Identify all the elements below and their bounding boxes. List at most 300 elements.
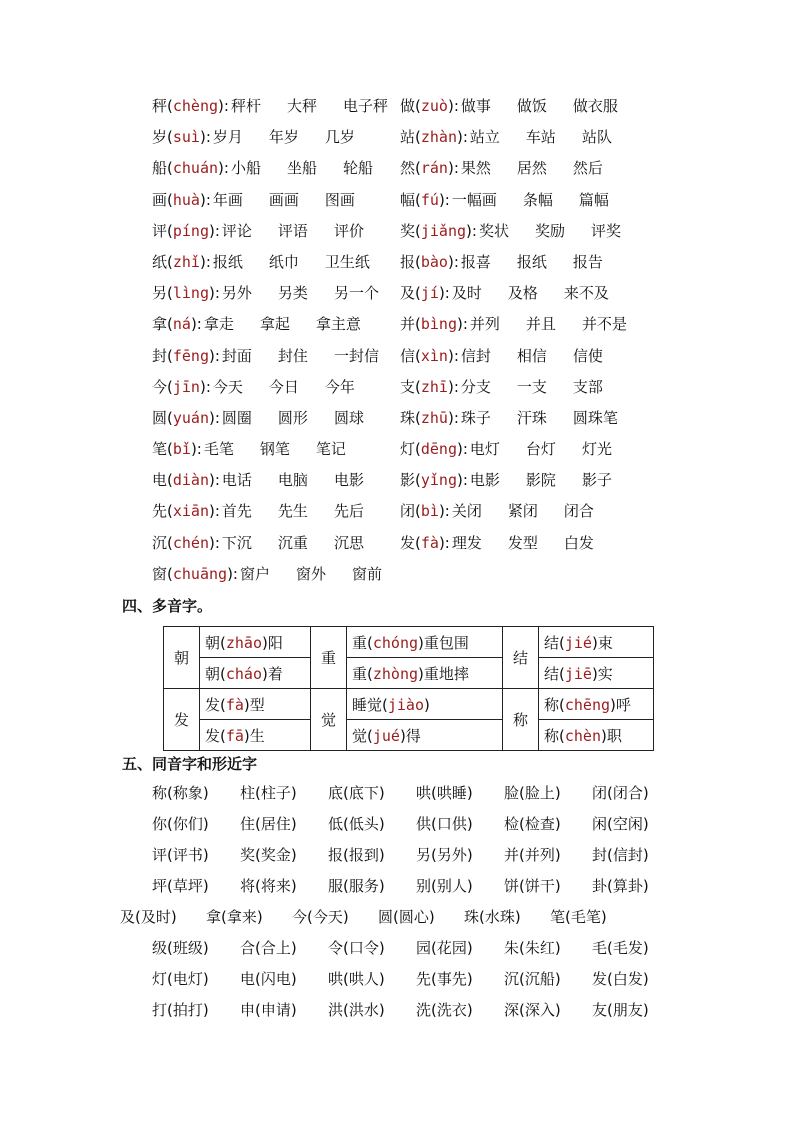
vocab-pinyin: suì [172, 128, 200, 147]
vocab-word: 今天 [212, 377, 243, 396]
vocab-word: 先生 [277, 502, 308, 521]
vocab-head: 信(xìn): [400, 346, 459, 365]
vocab-pinyin: diàn [172, 471, 209, 490]
vocab-word: 信使 [572, 346, 603, 365]
homophone-item: 哄(哄睡) [416, 784, 473, 802]
reading-prefix: 朝( [205, 664, 226, 683]
vocab-word: 圆形 [277, 408, 308, 427]
vocab-row [152, 188, 712, 219]
vocab-word: 轮船 [342, 159, 373, 178]
polyphone-reading [539, 689, 654, 720]
vocab-head: 灯(dēng): [400, 440, 468, 459]
homophone-item: 供(口供) [416, 815, 473, 833]
vocab-head: 影(yǐng): [400, 471, 468, 490]
vocab-entry [400, 531, 620, 555]
reading-suffix: ) [423, 695, 430, 714]
vocab-pinyin: fēng [172, 346, 209, 365]
vocab-word: 评奖 [590, 221, 621, 240]
polyphone-row [164, 627, 654, 658]
vocab-word: 圆球 [333, 408, 364, 427]
vocab-word: 报告 [572, 252, 603, 271]
homophone-item: 你(你们) [152, 815, 209, 833]
vocab-entry [152, 156, 399, 180]
vocab-pinyin: bào [420, 252, 448, 271]
polyphone-reading [539, 627, 654, 658]
reading-pinyin: chēng [564, 695, 611, 714]
vocab-char: 今 [152, 377, 168, 396]
homophone-item: 打(拍打) [152, 1001, 209, 1019]
vocab-word: 封面 [221, 346, 252, 365]
vocab-head: 另(lìng): [152, 284, 220, 303]
vocab-word: 做事 [460, 97, 491, 115]
vocab-word: 钢笔 [259, 440, 290, 459]
vocab-pinyin: píng [172, 221, 209, 240]
vocab-head: 幅(fú): [400, 190, 450, 209]
homophone-item: 底(底下) [328, 784, 385, 802]
vocab-row [152, 94, 712, 125]
homophone-item: 卦(算卦) [592, 877, 649, 895]
homophone-item: 饼(饼干) [504, 877, 561, 895]
vocab-pinyin: jí [420, 284, 439, 303]
vocab-head: 及(jí): [400, 284, 450, 303]
homophone-item: 洪(洪水) [328, 1001, 385, 1019]
vocab-char: 纸 [152, 252, 168, 271]
reading-suffix: )实 [591, 664, 613, 683]
polyphone-char: 觉 [311, 689, 347, 751]
homophone-item: 哄(哄人) [328, 970, 385, 988]
vocab-word: 并且 [525, 315, 556, 334]
vocab-word: 一幅画 [451, 190, 497, 209]
homophone-item: 检(检查) [504, 815, 561, 833]
vocab-word: 理发 [451, 533, 482, 552]
vocab-word: 并不是 [581, 315, 627, 334]
vocab-char: 灯 [400, 440, 416, 459]
vocab-head: 报(bào): [400, 252, 459, 271]
vocab-head: 电(diàn): [152, 471, 220, 490]
vocab-char: 做 [400, 97, 416, 115]
vocab-head: 画(huà): [152, 190, 211, 209]
vocab-word: 今年 [324, 377, 355, 396]
vocab-head: 岁(suì): [152, 128, 211, 147]
vocab-word: 小船 [230, 159, 261, 178]
vocab-word: 闭合 [563, 502, 594, 521]
homophone-row [120, 812, 680, 843]
reading-prefix: 觉( [352, 726, 373, 745]
vocab-char: 影 [400, 471, 416, 490]
polyphone-char: 发 [164, 689, 200, 751]
vocab-word: 电话 [221, 471, 252, 490]
vocab-word: 大秤 [286, 97, 317, 115]
vocab-entry [400, 156, 629, 180]
reading-suffix: )着 [261, 664, 283, 683]
reading-suffix: )重包围 [418, 633, 469, 652]
vocab-head: 做(zuò): [400, 97, 459, 115]
vocab-word: 紧闭 [507, 502, 538, 521]
reading-suffix: )呼 [610, 695, 631, 714]
homophone-item: 合(合上) [240, 939, 297, 957]
vocab-char: 先 [152, 502, 168, 521]
polyphone-reading [539, 658, 654, 689]
vocab-word: 影子 [581, 471, 612, 490]
vocab-word: 先后 [333, 502, 364, 521]
vocab-char: 珠 [400, 408, 416, 427]
vocab-word: 条幅 [522, 190, 553, 209]
reading-suffix: )生 [243, 726, 265, 745]
reading-prefix: 结( [544, 664, 565, 683]
homophone-row [120, 936, 680, 967]
vocab-entry [400, 94, 644, 118]
vocab-word: 然后 [572, 159, 603, 178]
polyphone-reading [200, 720, 311, 751]
reading-pinyin: zhāo [225, 633, 262, 652]
vocab-pinyin: chén [172, 533, 209, 552]
vocab-word: 沉思 [333, 533, 364, 552]
homophone-item: 电(闪电) [240, 970, 297, 988]
homophone-item: 毛(毛发) [592, 939, 649, 957]
reading-prefix: 称( [544, 726, 565, 745]
vocab-row [152, 437, 712, 468]
homophone-item: 拿(拿来) [206, 908, 263, 926]
vocab-row [152, 531, 712, 562]
reading-prefix: 发( [205, 726, 226, 745]
reading-suffix: )束 [591, 633, 613, 652]
vocab-entry [152, 312, 387, 336]
vocab-char: 及 [400, 284, 416, 303]
homophone-item: 低(低头) [328, 815, 385, 833]
vocab-word: 汗珠 [516, 408, 547, 427]
vocab-word: 圆珠笔 [572, 408, 618, 427]
reading-prefix: 重( [352, 633, 373, 652]
vocab-char: 船 [152, 159, 168, 178]
vocab-word: 卫生纸 [324, 252, 370, 271]
vocab-word: 另类 [277, 284, 308, 303]
vocab-word: 并列 [469, 315, 500, 334]
reading-pinyin: fā [225, 726, 244, 745]
vocab-entry [400, 499, 620, 523]
vocab-char: 评 [152, 221, 168, 240]
homophone-row [120, 781, 680, 812]
reading-prefix: 重( [352, 664, 373, 683]
reading-prefix: 称( [544, 695, 565, 714]
vocab-word: 拿起 [259, 315, 290, 334]
homophone-item: 及(及时) [120, 908, 177, 926]
vocab-head: 纸(zhǐ): [152, 252, 211, 271]
vocab-word: 信封 [460, 346, 491, 365]
vocab-word: 站队 [581, 128, 612, 147]
vocab-char: 笔 [152, 440, 168, 459]
vocab-char: 另 [152, 284, 168, 303]
homophone-row [120, 998, 680, 1029]
reading-pinyin: fà [225, 695, 244, 714]
vocab-pinyin: zhū [420, 408, 448, 427]
vocab-entry [152, 250, 396, 274]
vocab-word: 首先 [221, 502, 252, 521]
vocab-word: 封住 [277, 346, 308, 365]
polyphone-table [163, 626, 654, 751]
vocab-word: 做饭 [516, 97, 547, 115]
vocab-head: 笔(bǐ): [152, 440, 202, 459]
vocab-word: 及格 [507, 284, 538, 303]
vocab-pinyin: zuò [420, 97, 448, 115]
vocab-char: 幅 [400, 190, 416, 209]
homophone-item: 笔(毛笔) [550, 908, 607, 926]
vocab-row [152, 344, 712, 375]
vocab-pinyin: yuán [172, 408, 209, 427]
reading-suffix: )得 [399, 726, 421, 745]
vocab-pinyin: bì [420, 502, 439, 521]
homophone-item: 沉(沉船) [504, 970, 561, 988]
vocab-row [152, 406, 712, 437]
vocab-pinyin: chuāng [172, 564, 228, 583]
vocab-word: 今日 [268, 377, 299, 396]
vocab-char: 信 [400, 346, 416, 365]
vocab-char: 拿 [152, 315, 168, 334]
vocab-word: 另外 [221, 284, 252, 303]
vocab-char: 闭 [400, 502, 416, 521]
vocab-entry [400, 344, 629, 368]
vocab-word: 分支 [460, 377, 491, 396]
vocab-word: 关闭 [451, 502, 482, 521]
vocab-entry [152, 219, 390, 243]
vocab-word: 窗户 [239, 564, 270, 583]
vocab-word: 车站 [525, 128, 556, 147]
vocab-word: 评语 [277, 221, 308, 240]
vocab-word: 奖状 [478, 221, 509, 240]
homophone-item: 封(信封) [592, 846, 649, 864]
vocab-entry [152, 531, 390, 555]
vocab-pinyin: bǐ [172, 440, 191, 459]
vocab-word: 一封信 [333, 346, 379, 365]
vocab-entry [152, 94, 414, 118]
vocab-pinyin: dēng [420, 440, 457, 459]
polyphone-reading [347, 658, 503, 689]
homophone-item: 另(另外) [416, 846, 473, 864]
vocab-head: 闭(bì): [400, 502, 450, 521]
vocab-word: 居然 [516, 159, 547, 178]
homophone-item: 别(别人) [416, 877, 473, 895]
vocab-word: 来不及 [563, 284, 609, 303]
homophone-row [120, 967, 680, 998]
vocab-word: 相信 [516, 346, 547, 365]
vocab-entry [152, 375, 381, 399]
vocab-pinyin: bìng [420, 315, 457, 334]
homophone-item: 脸(脸上) [504, 784, 561, 802]
homophone-item: 发(白发) [592, 970, 649, 988]
vocab-word: 秤杆 [230, 97, 261, 115]
vocab-word: 影院 [525, 471, 556, 490]
vocab-word: 拿主意 [315, 315, 361, 334]
vocab-word: 电影 [333, 471, 364, 490]
reading-suffix: )重地摔 [418, 664, 469, 683]
vocab-pinyin: jīn [172, 377, 200, 396]
vocab-word: 灯光 [581, 440, 612, 459]
vocab-row [152, 156, 712, 187]
polyphone-char: 结 [503, 627, 539, 689]
section-five-heading: 五、同音字和形近字 [122, 755, 258, 773]
vocab-char: 沉 [152, 533, 168, 552]
vocab-entry [400, 250, 629, 274]
vocab-word: 电子秤 [342, 97, 388, 115]
vocab-row [152, 312, 712, 343]
vocab-head: 然(rán): [400, 159, 459, 178]
vocab-word: 一支 [516, 377, 547, 396]
homophone-item: 评(评书) [152, 846, 209, 864]
homophone-item: 令(口令) [328, 939, 385, 957]
reading-pinyin: jiào [387, 695, 424, 714]
homophone-item: 级(班级) [152, 939, 209, 957]
vocab-pinyin: ná [172, 315, 191, 334]
vocab-entry [400, 188, 635, 212]
vocab-entry [400, 437, 638, 461]
homophone-item: 园(花园) [416, 939, 473, 957]
vocab-head: 并(bìng): [400, 315, 468, 334]
vocab-head: 沉(chén): [152, 533, 220, 552]
vocab-word: 下沉 [221, 533, 252, 552]
homophone-row [120, 905, 680, 936]
polyphone-char: 朝 [164, 627, 200, 689]
vocab-word: 另一个 [333, 284, 379, 303]
vocab-entry [400, 312, 653, 336]
vocab-head: 奖(jiǎng): [400, 221, 477, 240]
vocab-entry [400, 125, 638, 149]
vocab-entry [400, 375, 629, 399]
vocab-head: 评(píng): [152, 221, 220, 240]
vocab-word: 评价 [333, 221, 364, 240]
vocab-word: 支部 [572, 377, 603, 396]
vocab-word: 年岁 [268, 128, 299, 147]
vocab-char: 秤 [152, 97, 168, 115]
vocab-char: 岁 [152, 128, 168, 147]
vocab-char: 电 [152, 471, 168, 490]
polyphone-char: 称 [503, 689, 539, 751]
vocab-row [152, 125, 712, 156]
reading-prefix: 发( [205, 695, 226, 714]
vocab-char: 窗 [152, 564, 168, 583]
vocab-word: 评论 [221, 221, 252, 240]
vocab-head: 站(zhàn): [400, 128, 468, 147]
homophone-item: 申(申请) [240, 1001, 297, 1019]
reading-suffix: )职 [600, 726, 622, 745]
vocab-pinyin: zhàn [420, 128, 457, 147]
vocab-word: 白发 [563, 533, 594, 552]
vocab-pinyin: zhǐ [172, 252, 200, 271]
vocab-word: 及时 [451, 284, 482, 303]
vocab-word: 沉重 [277, 533, 308, 552]
vocab-word: 毛笔 [203, 440, 234, 459]
vocab-word: 坐船 [286, 159, 317, 178]
homophone-item: 并(并列) [504, 846, 561, 864]
vocab-entry [152, 562, 408, 586]
polyphone-reading [347, 627, 503, 658]
vocab-head: 先(xiān): [152, 502, 220, 521]
polyphone-reading [200, 658, 311, 689]
vocab-head: 圆(yuán): [152, 408, 220, 427]
vocab-char: 然 [400, 159, 416, 178]
vocab-entry [152, 188, 381, 212]
polyphone-row [164, 658, 654, 689]
vocab-char: 发 [400, 533, 416, 552]
vocab-pinyin: jiǎng [420, 221, 467, 240]
vocab-pinyin: chèng [172, 97, 219, 115]
reading-pinyin: zhòng [372, 664, 419, 683]
vocab-entry [400, 406, 644, 430]
homophone-item: 闲(空闲) [592, 815, 649, 833]
reading-pinyin: jiē [564, 664, 592, 683]
vocab-pinyin: zhī [420, 377, 448, 396]
section-four-heading: 四、多音字。 [122, 597, 213, 615]
vocab-word: 纸巾 [268, 252, 299, 271]
vocab-row [152, 375, 712, 406]
polyphone-reading [539, 720, 654, 751]
homophone-item: 坪(草坪) [152, 877, 209, 895]
vocab-pinyin: fú [420, 190, 439, 209]
vocabulary-list [152, 94, 712, 593]
vocab-word: 窗前 [352, 564, 383, 583]
reading-pinyin: cháo [225, 664, 262, 683]
vocab-head: 今(jīn): [152, 377, 211, 396]
vocab-entry [152, 437, 372, 461]
reading-suffix: )型 [243, 695, 265, 714]
reading-pinyin: chèn [564, 726, 601, 745]
reading-prefix: 结( [544, 633, 565, 652]
homophone-item: 洗(洗衣) [416, 1001, 473, 1019]
vocab-head: 船(chuán): [152, 159, 229, 178]
vocab-row [152, 281, 712, 312]
polyphone-row [164, 720, 654, 751]
vocab-char: 圆 [152, 408, 168, 427]
vocab-word: 台灯 [525, 440, 556, 459]
homophone-item: 珠(水珠) [464, 908, 521, 926]
vocab-word: 年画 [212, 190, 243, 209]
vocab-char: 奖 [400, 221, 416, 240]
polyphone-reading [200, 689, 311, 720]
vocab-word: 报纸 [516, 252, 547, 271]
vocab-word: 岁月 [212, 128, 243, 147]
vocab-entry [152, 281, 405, 305]
vocab-row [152, 250, 712, 281]
homophone-item: 报(报到) [328, 846, 385, 864]
homophone-item: 圆(圆心) [378, 908, 435, 926]
polyphone-reading [347, 720, 503, 751]
vocab-row [152, 468, 712, 499]
vocab-char: 画 [152, 190, 168, 209]
vocab-word: 报纸 [212, 252, 243, 271]
vocab-word: 电脑 [277, 471, 308, 490]
homophone-row [120, 874, 680, 905]
vocab-word: 圆圈 [221, 408, 252, 427]
vocab-entry [152, 406, 390, 430]
vocab-char: 站 [400, 128, 416, 147]
vocab-char: 并 [400, 315, 416, 334]
reading-prefix: 睡觉( [352, 695, 388, 714]
homophone-item: 朱(朱红) [504, 939, 561, 957]
vocab-pinyin: fà [420, 533, 439, 552]
vocab-entry [400, 219, 647, 243]
polyphone-char: 重 [311, 627, 347, 689]
vocab-pinyin: huà [172, 190, 200, 209]
homophone-item: 闭(闭合) [592, 784, 649, 802]
vocab-word: 发型 [507, 533, 538, 552]
homophone-row [120, 843, 680, 874]
vocab-char: 报 [400, 252, 416, 271]
vocab-word: 果然 [460, 159, 491, 178]
polyphone-reading [200, 627, 311, 658]
homophone-item: 称(称象) [152, 784, 209, 802]
vocab-head: 窗(chuāng): [152, 564, 238, 583]
homophone-list [120, 781, 680, 1029]
homophone-item: 先(事先) [416, 970, 473, 988]
homophone-item: 奖(奖金) [240, 846, 297, 864]
